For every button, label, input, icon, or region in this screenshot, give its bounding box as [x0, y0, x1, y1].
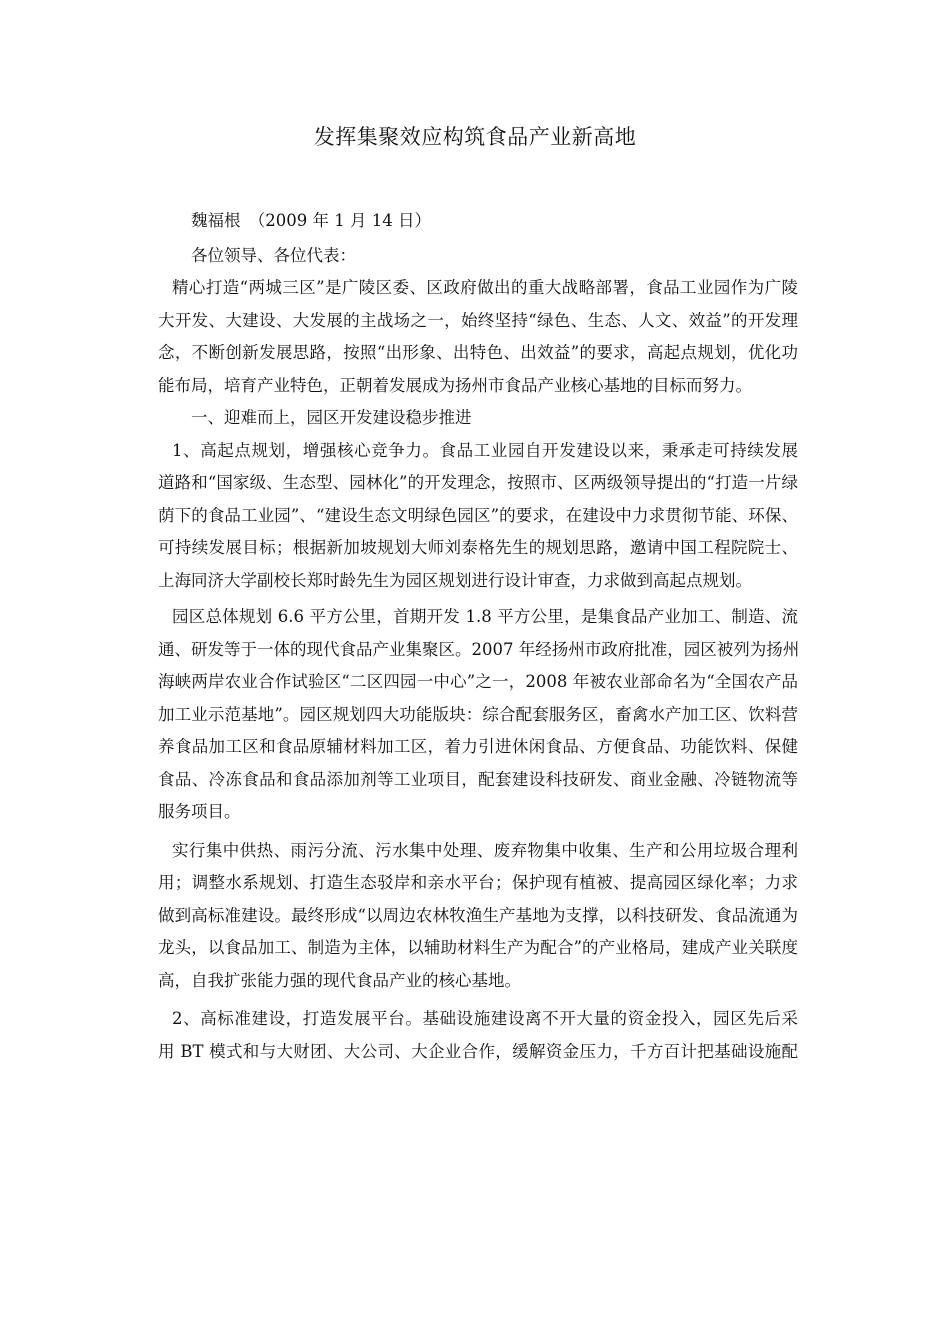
paragraph-line: 道路和“国家级、生态型、园林化”的开发理念，按照市、区两级领导提出的“打造一片绿 [158, 473, 798, 492]
paragraph-line: 可持续发展目标；根据新加坡规划大师刘泰格先生的规划思路，邀请中国工程院院士、 [158, 538, 798, 557]
paragraph-line: 用；调整水系规划、打造生态驳岸和亲水平台；保护现有植被、提高园区绿化率；力求 [158, 873, 798, 892]
paragraph-line: 服务项目。 [158, 802, 241, 821]
paragraph-line: 做到高标准建设。最终形成“以周边农林牧渔生产基地为支撑，以科技研发、食品流通为 [158, 905, 798, 925]
paragraph-line: 高，自我扩张能力强的现代食品产业的核心基地。 [158, 970, 521, 990]
section-heading: 一、迎难而上，园区开发建设稳步推进 [191, 408, 472, 427]
paragraph-line: 1、高起点规划，增强核心竞争力。食品工业园自开发建设以来，秉承走可持续发展 [172, 440, 798, 460]
paragraph-line: 食品、冷冻食品和食品添加剂等工业项目，配套建设科技研发、商业金融、冷链物流等 [158, 769, 798, 789]
paragraph-line: 能布局，培育产业特色，正朝着发展成为扬州市食品产业核心基地的目标而努力。 [158, 375, 752, 395]
paragraph-line: 实行集中供热、雨污分流、污水集中处理、废弃物集中收集、生产和公用垃圾合理利 [172, 840, 798, 860]
salutation-line: 各位领导、各位代表： [191, 245, 356, 265]
paragraph-line: 精心打造“两城三区”是广陵区委、区政府做出的重大战略部署，食品工业园作为广陵 [172, 278, 798, 297]
paragraph-line: 上海同济大学副校长郑时龄先生为园区规划进行设计审查，力求做到高起点规划。 [158, 570, 752, 590]
paragraph-line: 大开发、大建设、大发展的主战场之一，始终坚持“绿色、生态、人文、效益”的开发理 [158, 310, 798, 330]
paragraph-line: 念，不断创新发展思路，按照“出形象、出特色、出效益”的要求，高起点规划，优化功 [158, 343, 798, 362]
author-date-line: 魏福根 （2009 年 1 月 14 日） [191, 211, 431, 230]
document-body [158, 205, 798, 1068]
paragraph-line: 用 BT 模式和与大财团、大公司、大企业合作，缓解资金压力，千方百计把基础设施配 [158, 1041, 798, 1061]
paragraph-line: 荫下的食品工业园”、“建设生态文明绿色园区”的要求，在建设中力求贯彻节能、环保、 [158, 505, 798, 525]
paragraph-line: 养食品加工区和食品原辅材料加工区，着力引进休闲食品、方便食品、功能饮料、保健 [158, 737, 798, 756]
document-title: 发挥集聚效应构筑食品产业新高地 [313, 125, 637, 149]
paragraph-line: 海峡两岸农业合作试验区“二区四园一中心”之一，2008 年被农业部命名为“全国农产品 [158, 672, 798, 691]
paragraph-line: 龙头，以食品加工、制造为主体，以辅助材料生产为配合”的产业格局，建成产业关联度 [158, 938, 798, 957]
paragraph-line: 通、研发等于一体的现代食品产业集聚区。2007 年经扬州市政府批准，园区被列为扬州 [158, 639, 800, 659]
paragraph-line: 园区总体规划 6.6 平方公里，首期开发 1.8 平方公里，是集食品产业加工、制造、流 [172, 607, 798, 626]
paragraph-line: 2、高标准建设，打造发展平台。基础设施建设离不开大量的资金投入，园区先后采 [172, 1009, 798, 1028]
paragraph-line: 加工业示范基地”。园区规划四大功能版块：综合配套服务区，畜禽水产加工区、饮料营 [158, 704, 798, 724]
